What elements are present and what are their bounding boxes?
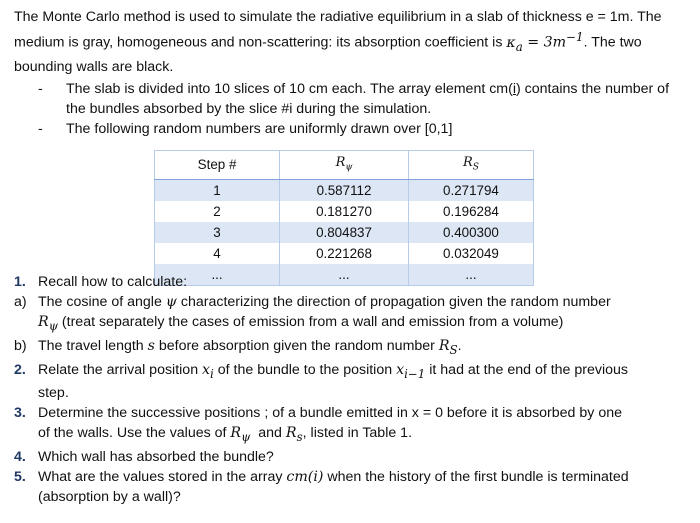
question-5 (14, 467, 690, 507)
question-text (38, 403, 690, 447)
x-sub: i (210, 366, 214, 381)
question-text: Recall how to calculate: (38, 274, 188, 290)
cell-r-s: 0.196284 (408, 201, 533, 222)
table-row (155, 243, 534, 264)
cell-r-psi: 0.221268 (280, 243, 409, 264)
q2-post: it had at the end of the previous (425, 361, 629, 378)
qb-end: . (457, 337, 462, 354)
question-text (38, 467, 690, 507)
bullet-marker: - (38, 121, 43, 137)
r-psi-symbol (38, 314, 58, 333)
question-4 (14, 447, 690, 467)
cell-r-psi: 0.181270 (280, 201, 409, 222)
question-number: 4. (14, 449, 26, 466)
cell-r-psi: 0.587112 (280, 179, 409, 201)
kappa-subscript: a (515, 39, 523, 54)
intro-line-2 (14, 27, 694, 57)
table-row (155, 222, 534, 243)
bullet-item-random (38, 119, 690, 139)
q2-line-2: step. (38, 385, 69, 402)
kappa-letter: κ (506, 34, 516, 51)
cm-symbol: cm(i) (286, 469, 324, 486)
header-r-psi (280, 151, 409, 180)
intro-line-2-end: . The two (583, 34, 642, 51)
header-r-s-letter: R (462, 155, 473, 170)
question-number: 5. (14, 469, 26, 486)
q5-post: when the history of the first bundle is terminated (323, 469, 629, 486)
r-psi-sub: ψ (48, 318, 58, 333)
header-r-psi-letter: R (335, 155, 346, 170)
r-psi-symbol (230, 425, 251, 445)
r-s-sub: s (296, 430, 303, 445)
table-header-row (155, 151, 534, 180)
cell-step: 3 (155, 222, 280, 243)
intro-paragraph (14, 7, 694, 77)
q5-pre: What are the values stored in the array (38, 469, 287, 486)
header-r-s (408, 151, 533, 180)
question-list (14, 272, 690, 507)
bullet-marker: - (38, 81, 43, 97)
cell-step: 2 (155, 201, 280, 222)
qa-post: characterizing the direction of propagation given the random number (176, 294, 611, 310)
table-row (155, 179, 534, 201)
question-text (38, 336, 690, 360)
header-r-psi-sub: ψ (345, 162, 353, 173)
x-letter: x (202, 361, 211, 378)
question-3 (14, 403, 690, 447)
q3-post: , listed in Table 1. (302, 425, 413, 442)
bullet-item-slices (38, 79, 690, 119)
question-1b (14, 336, 690, 360)
cell-r-s: ... (408, 264, 533, 286)
question-number: 1. (14, 274, 26, 290)
intro-line-3: bounding walls are black. (14, 58, 174, 75)
cell-step: 4 (155, 243, 280, 264)
question-2 (14, 360, 690, 404)
cell-step: ... (155, 264, 280, 286)
qb-pre: The travel length (38, 337, 148, 354)
bullet-list (38, 79, 690, 139)
x-prev-symbol (396, 361, 426, 381)
kappa-exponent: −1 (566, 30, 584, 44)
cell-r-psi: ... (280, 264, 409, 286)
cell-r-s: 0.271794 (408, 179, 533, 201)
kappa-value: = 3m (522, 34, 567, 51)
q2-pre: Relate the arrival position (38, 361, 203, 378)
question-number: a) (14, 294, 27, 310)
q5-line-2: (absorption by a wall)? (38, 489, 181, 506)
r-s-symbol (438, 337, 458, 357)
cell-r-s: 0.032049 (408, 243, 533, 264)
qa-pre: The cosine of angle (38, 294, 166, 310)
qa-line-2: (treat separately the cases of emission from a wall and emission from a volume) (57, 314, 564, 330)
q3-and: and (250, 425, 286, 442)
table-row (155, 201, 534, 222)
r-s-letter: R (438, 337, 450, 354)
question-text (38, 360, 690, 404)
r-s-sub: S (449, 342, 458, 357)
s-symbol: s (147, 337, 155, 354)
question-number: b) (14, 337, 27, 354)
r-s-letter: R (285, 425, 297, 442)
question-text (38, 292, 690, 336)
r-psi-sub: ψ (241, 430, 251, 445)
cell-r-psi: 0.804837 (280, 222, 409, 243)
kappa-symbol (506, 34, 523, 54)
psi-symbol: ψ (165, 294, 177, 310)
q2-mid: of the bundle to the position (213, 361, 397, 378)
q3-pre: of the walls. Use the values of (38, 425, 231, 442)
bullet-1-post: ) contains the number of the bundles absorbed by the slice #i during the simulation. (66, 81, 670, 117)
question-number: 2. (14, 361, 26, 378)
x-i-symbol (202, 361, 214, 381)
bullet-1-pre: The slab is divided into 10 slices of 10 cm each. The array element cm( (66, 81, 513, 97)
x-prev-sub: i−1 (404, 366, 426, 381)
r-psi-letter: R (38, 314, 49, 330)
random-numbers-table (154, 150, 534, 286)
qb-mid: before absorption given the random number (154, 337, 439, 354)
x-prev-letter: x (396, 361, 405, 378)
r-s-symbol (285, 425, 303, 445)
header-step: Step # (155, 151, 280, 180)
cell-step: 1 (155, 179, 280, 201)
r-psi-letter: R (230, 425, 242, 442)
header-r-s-sub: S (472, 162, 479, 173)
question-1 (14, 272, 690, 292)
cell-r-s: 0.400300 (408, 222, 533, 243)
question-text: Which wall has absorbed the bundle? (38, 449, 274, 466)
bullet-text: The following random numbers are uniformly drawn over [0,1] (66, 121, 453, 137)
question-number: 3. (14, 405, 26, 422)
bullet-1-index: i (512, 81, 517, 97)
intro-line-2-text: medium is gray, homogeneous and non-scattering: its absorption coefficient is (14, 34, 507, 51)
bullet-text (66, 79, 690, 119)
intro-line-1: The Monte Carlo method is used to simulate the radiative equilibrium in a slab of thickness e = 1m. The (14, 9, 662, 25)
question-1a (14, 292, 690, 336)
q3-line-1: Determine the successive positions ; of a bundle emitted in x = 0 before it is absorbed by one (38, 405, 622, 422)
